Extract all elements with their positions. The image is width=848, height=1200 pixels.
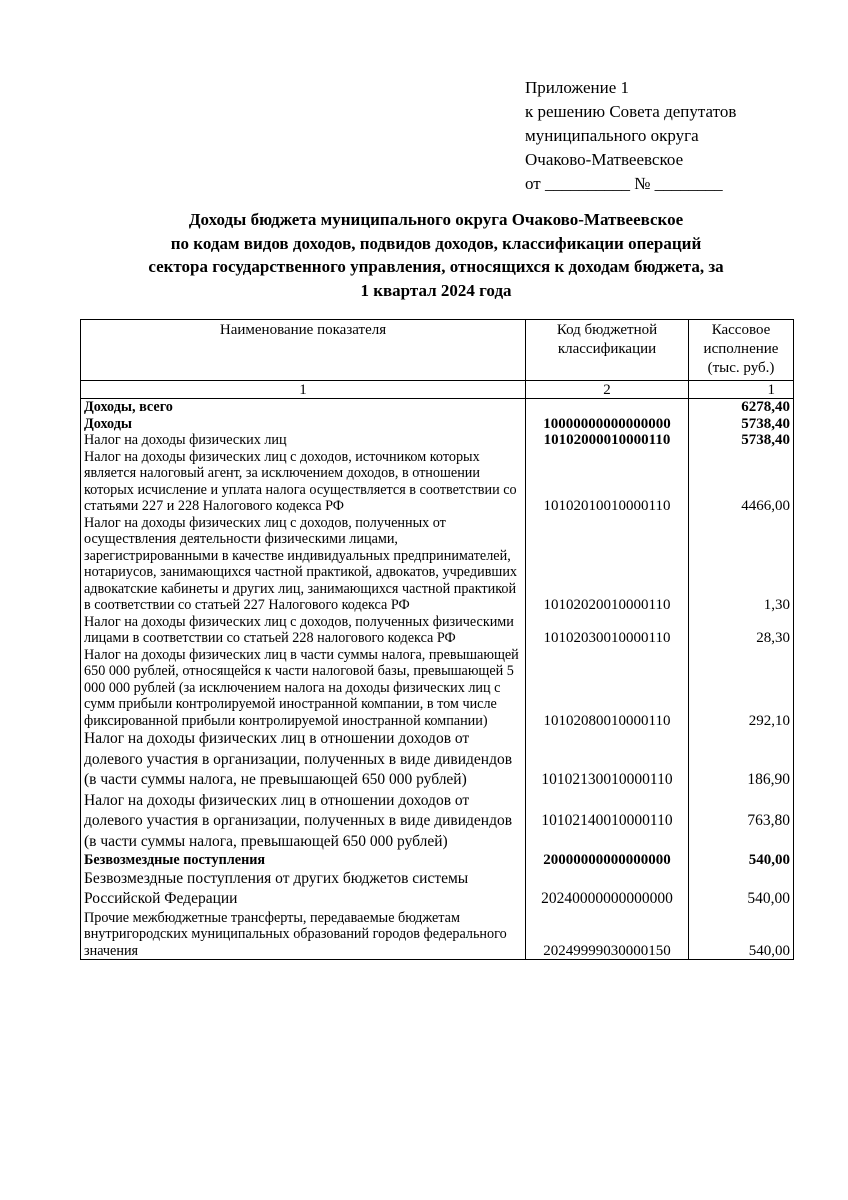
row-name: Налог на доходы физических лиц в отношении доходов от долевого участия в организации, полученных в виде дивидендов (в части суммы налога, превышающей 650 000 рублей) [81, 791, 526, 853]
header-amount: Кассовое исполнение (тыс. руб.) [689, 320, 794, 381]
row-code: 10102010010000110 [526, 449, 689, 515]
table-row [81, 791, 794, 853]
row-code: 20000000000000000 [526, 852, 689, 869]
row-amount: 28,30 [689, 614, 794, 647]
column-number: 1 [689, 381, 794, 399]
document-title [80, 208, 792, 302]
row-code: 10102030010000110 [526, 614, 689, 647]
table-row [81, 416, 794, 433]
row-amount: 540,00 [689, 852, 794, 869]
row-name: Доходы [81, 416, 526, 433]
row-code: 10102080010000110 [526, 647, 689, 730]
column-number: 1 [81, 381, 526, 399]
income-table [80, 319, 794, 960]
row-amount: 540,00 [689, 869, 794, 910]
table-row [81, 910, 794, 960]
row-amount: 4466,00 [689, 449, 794, 515]
table-row [81, 852, 794, 869]
table-row [81, 399, 794, 416]
appendix-line: к решению Совета депутатов [525, 102, 737, 121]
table-row [81, 614, 794, 647]
row-name: Налог на доходы физических лиц в отношении доходов от долевого участия в организации, полученных в виде дивидендов (в части суммы налога, не превышающей 650 000 рублей) [81, 729, 526, 791]
row-amount: 1,30 [689, 515, 794, 614]
table-row [81, 729, 794, 791]
appendix-block [525, 76, 736, 196]
row-amount: 6278,40 [689, 399, 794, 416]
row-amount: 292,10 [689, 647, 794, 730]
row-name: Безвозмездные поступления от других бюджетов системы Российской Федерации [81, 869, 526, 910]
row-name: Налог на доходы физических лиц с доходов, источником которых является налоговый агент, за исключением доходов, в отношении которых исчисление и уплата налога осуществляется в соответствии со статьями 227 и 228 Налогового кодекса РФ [81, 449, 526, 515]
row-amount: 5738,40 [689, 416, 794, 433]
table-row [81, 647, 794, 730]
column-number-row [81, 381, 794, 399]
row-amount: 186,90 [689, 729, 794, 791]
appendix-line: Приложение 1 [525, 78, 629, 97]
row-name: Прочие межбюджетные трансферты, передаваемые бюджетам внутригородских муниципальных образований городов федерального значения [81, 910, 526, 960]
column-number: 2 [526, 381, 689, 399]
table-row [81, 449, 794, 515]
row-code: 10102140010000110 [526, 791, 689, 853]
row-amount: 5738,40 [689, 432, 794, 449]
title-line: сектора государственного управления, относящихся к доходам бюджета, за [148, 257, 724, 276]
table-row [81, 432, 794, 449]
row-name: Налог на доходы физических лиц с доходов, полученных физическими лицами в соответствии со статьей 228 налогового кодекса РФ [81, 614, 526, 647]
appendix-line: муниципального округа [525, 126, 699, 145]
table-row [81, 515, 794, 614]
appendix-line: Очаково-Матвеевское [525, 150, 684, 169]
row-name: Доходы, всего [81, 399, 526, 416]
row-amount: 763,80 [689, 791, 794, 853]
row-name: Налог на доходы физических лиц [81, 432, 526, 449]
title-line: Доходы бюджета муниципального округа Очаково-Матвеевское [188, 210, 684, 229]
row-code: 10102130010000110 [526, 729, 689, 791]
row-code: 20240000000000000 [526, 869, 689, 910]
row-code [526, 399, 689, 416]
header-code: Код бюджетной классификации [526, 320, 689, 381]
table-row [81, 869, 794, 910]
table-header-row [81, 320, 794, 381]
row-code: 10000000000000000 [526, 416, 689, 433]
row-code: 10102020010000110 [526, 515, 689, 614]
row-name: Налог на доходы физических лиц с доходов, полученных от осуществления деятельности физическими лицами, зарегистрированными в качестве индивидуальных предпринимателей, нотариусов, занимающихся частной практикой, адвокатов, учредивших адвокатские кабинеты и других лиц, занимающихся частной практикой в соответствии со статьей 227 Налогового кодекса РФ [81, 515, 526, 614]
row-code: 20249999030000150 [526, 910, 689, 960]
row-name: Налог на доходы физических лиц в части суммы налога, превышающей 650 000 рублей, относящейся к части налоговой базы, превышающей 5 000 000 рублей (за исключением налога на доходы физических лиц с сумм прибыли контролируемой иностранной компании, в том числе фиксированной прибыли контролируемой иностранной компании) [81, 647, 526, 730]
appendix-date-number-line: от __________ № ________ [525, 174, 723, 193]
row-code: 10102000010000110 [526, 432, 689, 449]
row-amount: 540,00 [689, 910, 794, 960]
title-line: 1 квартал 2024 года [360, 280, 512, 300]
title-line: по кодам видов доходов, подвидов доходов, классификации операций [170, 233, 702, 253]
header-name: Наименование показателя [81, 320, 526, 381]
row-name: Безвозмездные поступления [81, 852, 526, 869]
